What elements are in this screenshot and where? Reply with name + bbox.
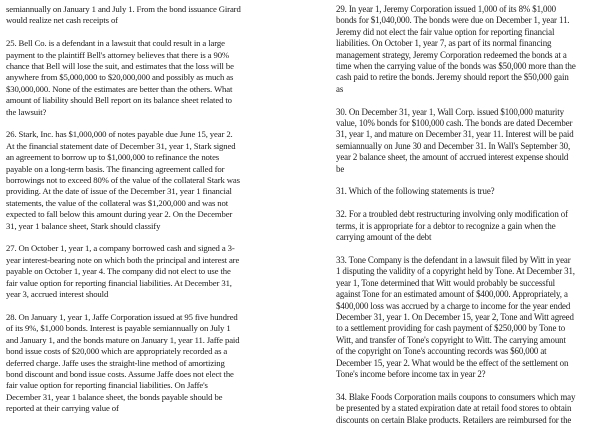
- text-line: providing. At the date of issue of the December 31, year 1 financial: [6, 186, 232, 197]
- paragraph-gap: [6, 301, 294, 312]
- paragraph-gap: [336, 175, 598, 186]
- paragraph-gap: [6, 232, 294, 243]
- paragraph-gap: [336, 95, 598, 106]
- text-line: of its 9%, $1,000 bonds. Interest is payable semiannually on July 1: [6, 323, 231, 334]
- right-column: [336, 4, 598, 426]
- text-line: payment to the plaintiff Bell's attorney believes that there is a 90%: [6, 49, 230, 60]
- text-line: chance that Bell will lose the suit, and estimates that the loss will be: [6, 61, 234, 72]
- text-line: fair value option for reporting financial liabilities. On Jaffe's: [6, 380, 208, 391]
- text-line: would realize net cash receipts of: [6, 15, 118, 26]
- text-line: liabilities. On October 1, year 7, as part of its normal financing: [336, 38, 552, 49]
- text-line: 33. Tone Company is the defendant in a lawsuit filed by Witt in year: [336, 254, 571, 265]
- text-line: expected to fall below this amount during year 2. On the December: [6, 209, 233, 220]
- question-paragraph: [6, 129, 294, 232]
- text-line: management strategy, Jeremy Corporation redeemed the bonds at a: [336, 49, 567, 60]
- text-line: be presented by a stated expiration date at retail food stores to obtain: [336, 403, 572, 414]
- text-line: 31, year 1 balance sheet, Stark should classify: [6, 220, 161, 231]
- text-line: year 1, Tone determined that Witt would probably be successful: [336, 277, 555, 288]
- paragraph-gap: [6, 27, 294, 38]
- text-line: semiannually on June 30 and December 31. In Wall's September 30,: [336, 140, 571, 151]
- text-line: statements, the value of the collateral was $1,200,000 and was not: [6, 197, 228, 208]
- text-line: bond discount and bond issue costs. Assume Jaffe does not elect the: [6, 368, 234, 379]
- text-line: 25. Bell Co. is a defendant in a lawsuit that could result in a large: [6, 38, 225, 49]
- text-line: cash paid to retire the bonds. Jeremy should report the $50,000 gain: [336, 72, 569, 83]
- question-paragraph: [336, 392, 598, 426]
- text-line: 29. In year 1, Jeremy Corporation issued 1,000 of its 8% $1,000: [336, 4, 556, 14]
- text-line: 31. Which of the following statements is true?: [336, 186, 495, 197]
- question-paragraph: [336, 107, 598, 175]
- question-paragraph: [336, 255, 598, 380]
- text-line: 32. For a troubled debt restructuring involving only modification of: [336, 209, 568, 220]
- paragraph-gap: [336, 243, 598, 254]
- text-line: bonds for $1,040,000. The bonds were due on December 1, year 11.: [336, 15, 570, 26]
- text-line: December 31, year 1 balance sheet, the bonds payable should be: [6, 391, 223, 402]
- text-line: 34. Blake Foods Corporation mails coupons to consumers which may: [336, 391, 576, 402]
- text-line: against Tone for an estimated amount of $400,000. Appropriately, a: [336, 289, 568, 300]
- text-line: and January 1, and the bonds mature on January 1, year 11. Jaffe paid: [6, 334, 240, 345]
- text-line: the lawsuit?: [6, 106, 47, 117]
- text-line: carrying amount of the debt: [336, 232, 432, 243]
- question-paragraph: [6, 312, 294, 415]
- text-line: $30,000,000. None of the estimates are better than the others. What: [6, 83, 233, 94]
- question-paragraph: [6, 38, 294, 118]
- text-line: amount of liability should Bell report on its balance sheet related to: [6, 95, 232, 106]
- paragraph-gap: [336, 380, 598, 391]
- text-line: an agreement to borrow up to $1,000,000 to refinance the notes: [6, 152, 220, 163]
- left-column: [6, 4, 294, 415]
- text-line: time when the carrying value of the bonds was $50,000 more than the: [336, 61, 576, 72]
- text-line: to a settlement providing for cash payment of $250,000 by Tone to: [336, 323, 566, 334]
- question-paragraph: [336, 186, 598, 197]
- question-paragraph: [6, 243, 294, 300]
- text-line: fair value option for reporting financial liabilities. At December 31,: [6, 277, 232, 288]
- text-line: 26. Stark, Inc. has $1,000,000 of notes payable due June 15, year 2.: [6, 129, 233, 140]
- text-line: semiannually on January 1 and July 1. From the bond issuance Girard: [6, 4, 241, 14]
- text-line: of the copyright on Tone's accounting records was $60,000 at: [336, 346, 547, 357]
- text-line: payable on October 1, year 4. The company did not elect to use the: [6, 266, 231, 277]
- text-line: borrowings not to exceed 80% of the value of the collateral Stark was: [6, 175, 240, 186]
- text-line: At the financial statement date of December 31, year 1, Stark signed: [6, 140, 236, 151]
- text-line: 31, year 1, and mature on December 31, year 11. Interest will be paid: [336, 129, 574, 140]
- text-line: as: [336, 83, 344, 94]
- text-line: bond issue costs of $20,000 which are appropriately recorded as a: [6, 346, 228, 357]
- text-line: discounts on certain Blake products. Retailers are reimbursed for the: [336, 414, 572, 425]
- text-line: Jeremy did not elect the fair value option for reporting financial: [336, 26, 555, 37]
- question-paragraph: [336, 209, 598, 243]
- text-line: 27. On October 1, year 1, a company borrowed cash and signed a 3-: [6, 243, 235, 254]
- text-line: deferred charge. Jaffe uses the straight-line method of amortizing: [6, 357, 225, 368]
- text-line: value, 10% bonds for $100,000 cash. The bonds are dated December: [336, 118, 573, 129]
- text-line: Tone's income before income tax in year 2?: [336, 368, 486, 379]
- text-line: year interest-bearing note on which both the principal and interest are: [6, 254, 240, 265]
- text-line: terms, it is appropriate for a debtor to recognize a gain when the: [336, 220, 556, 231]
- text-line: 28. On January 1, year 1, Jaffe Corporation issued at 95 five hundred: [6, 311, 238, 322]
- text-line: anywhere from $5,000,000 to $20,000,000 and possibly as much as: [6, 72, 234, 83]
- question-paragraph: [6, 4, 294, 27]
- text-line: 30. On December 31, year 1, Wall Corp. issued $100,000 maturity: [336, 106, 564, 117]
- paragraph-gap: [6, 118, 294, 129]
- text-line: Witt, and transfer of Tone's copyright to Witt. The carrying amount: [336, 334, 566, 345]
- text-line: 1 disputing the validity of a copyright held by Tone. At December 31,: [336, 266, 575, 277]
- text-line: be: [336, 163, 345, 174]
- text-line: December 31, year 1. On December 15, year 2, Tone and Witt agreed: [336, 311, 574, 322]
- paragraph-gap: [336, 198, 598, 209]
- text-line: reported at their carrying value of: [6, 403, 119, 414]
- text-line: payable on a long-term basis. The financing agreement called for: [6, 163, 225, 174]
- text-line: $400,000 loss was accrued by a charge to income for the year ended: [336, 300, 571, 311]
- text-line: year 3, accrued interest should: [6, 289, 109, 300]
- text-line: December 15, year 2. What would be the effect of the settlement on: [336, 357, 569, 368]
- text-line: year 2 balance sheet, the amount of accrued interest expense should: [336, 152, 569, 163]
- question-paragraph: [336, 4, 598, 95]
